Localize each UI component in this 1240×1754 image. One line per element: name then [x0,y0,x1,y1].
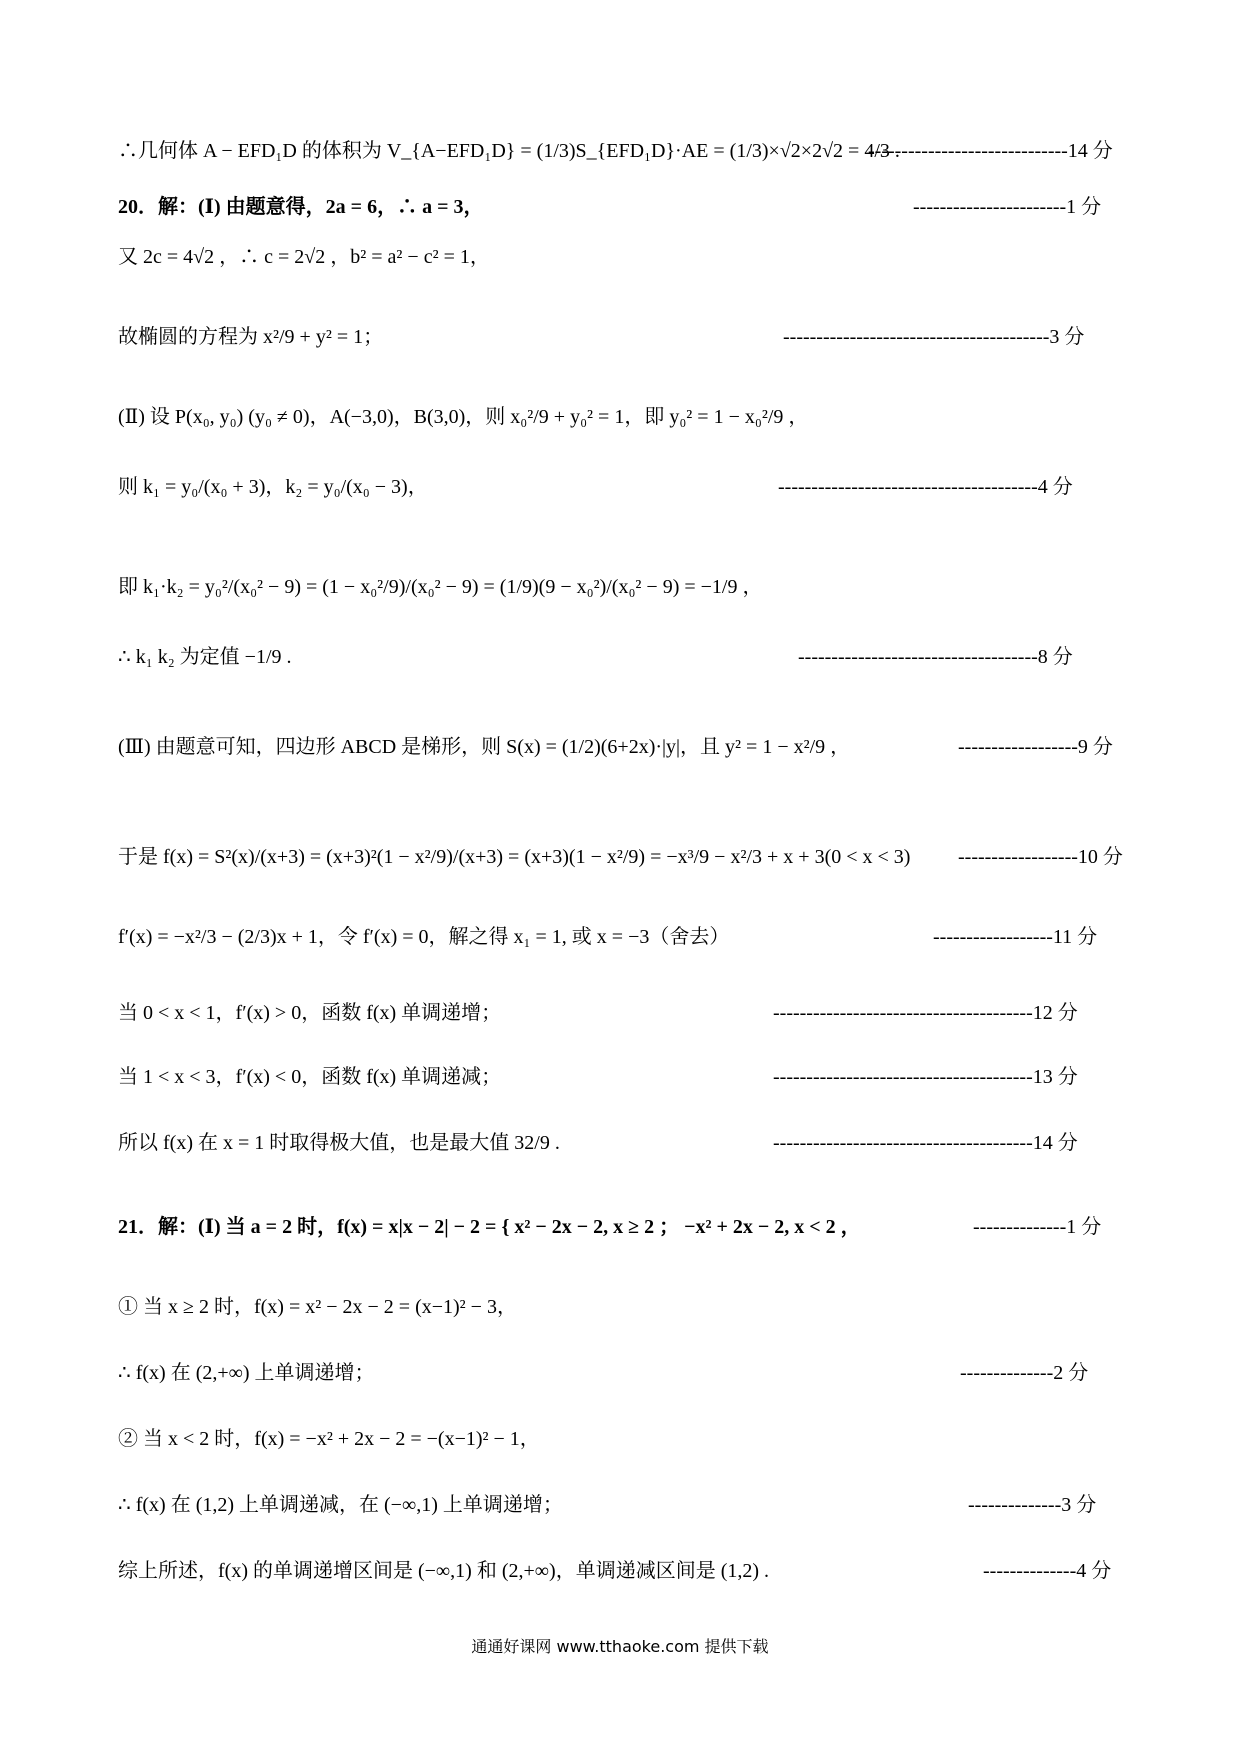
line-text: 当 1 < x < 3，f′(x) < 0，函数 f(x) 单调递减； [118,1066,502,1088]
solution-line-16 [118,1290,1122,1319]
page-footer: 通通好课网 www.tthaoke.com 提供下载 [471,1637,769,1656]
score-mark: ------------------------------------8 分 [798,646,1073,668]
line-text: 当 0 < x < 1，f′(x) > 0，函数 f(x) 单调递增； [118,1002,502,1024]
solution-line-3 [118,240,1122,269]
solution-line-6 [118,470,1122,499]
line-text: 故椭圆的方程为 x²/9 + y² = 1； [118,326,384,348]
solution-line-18 [118,1422,1122,1451]
score-mark: ---------------------------------------13 分 [773,1066,1078,1088]
solution-line-13 [118,1060,1122,1089]
solution-line-7 [118,570,1122,599]
solution-line-8 [118,640,1122,669]
solution-line-14 [118,1126,1122,1155]
score-mark: ------------------11 分 [933,926,1098,948]
solution-line-15 [118,1210,1122,1239]
solution-line-2 [118,190,1122,219]
line-text: ① 当 x ≥ 2 时，f(x) = x² − 2x − 2 = (x−1)² − 3， [118,1296,517,1318]
score-mark: ---------------------------------------14 分 [773,1132,1078,1154]
line-text: 20．解：(Ⅰ) 由题意得，2a = 6，∴ a = 3， [118,196,484,218]
score-mark: -----------------------1 分 [913,196,1102,218]
score-mark: ------------------9 分 [958,736,1113,758]
solution-line-19 [118,1488,1122,1517]
line-text: ∴几何体 A − EFD₁D 的体积为 V_{A−EFD₁D} = (1/3)S_{EFD₁D}·AE = (1/3)×√2×2√2 = 4/3 . [118,140,900,162]
line-text: 即 k₁·k₂ = y₀²/(x₀² − 9) = (1 − x₀²/9)/(x₀² − 9) = (1/9)(9 − x₀²)/(x₀² − 9) = −1/9 ， [118,576,763,598]
score-mark: --------------4 分 [983,1560,1112,1582]
line-text: 21．解：(Ⅰ) 当 a = 2 时，f(x) = x|x − 2| − 2 = { x² − 2x − 2, x ≥ 2 ； −x² + 2x − 2, x < 2 ， [118,1216,861,1238]
solution-line-5 [118,400,1122,429]
line-text: 于是 f(x) = S²(x)/(x+3) = (x+3)²(1 − x²/9)/(x+3) = (x+3)(1 − x²/9) = −x³/9 − x²/3 + x + 3(0 < x < 3) [118,846,911,868]
line-text: (Ⅱ) 设 P(x₀, y₀) (y₀ ≠ 0)，A(−3,0)，B(3,0)，则 x₀²/9 + y₀² = 1，即 y₀² = 1 − x₀²/9 ， [118,406,809,428]
score-mark: --------------1 分 [973,1216,1102,1238]
solution-line-1 [118,134,1122,163]
line-text: ∴ k₁ k₂ 为定值 −1/9 . [118,646,292,668]
line-text: 则 k₁ = y₀/(x₀ + 3)，k₂ = y₀/(x₀ − 3)， [118,476,428,498]
score-mark: --------------2 分 [960,1362,1089,1384]
line-text: 综上所述，f(x) 的单调递增区间是 (−∞,1) 和 (2,+∞)，单调递减区间是 (1,2) . [118,1560,770,1582]
solution-line-4 [118,320,1122,349]
solution-line-10 [118,840,1122,869]
score-mark: ----------------------------------------3 分 [783,326,1085,348]
line-text: ∴ f(x) 在 (2,+∞) 上单调递增； [118,1362,375,1384]
solution-line-12 [118,996,1122,1025]
line-text: (Ⅲ) 由题意可知，四边形 ABCD 是梯形，则 S(x) = (1/2)(6+2x)·|y|，且 y² = 1 − x²/9 ， [118,736,851,758]
line-text: 又 2c = 4√2 ，∴ c = 2√2 ，b² = a² − c² = 1， [118,246,490,268]
solution-line-17 [118,1356,1122,1385]
score-mark: ------------------------------14 分 [868,140,1113,162]
solution-line-11 [118,920,1122,949]
line-text: 所以 f(x) 在 x = 1 时取得极大值，也是最大值 32/9 . [118,1132,560,1154]
line-text: f′(x) = −x²/3 − (2/3)x + 1，令 f′(x) = 0，解之得 x₁ = 1, 或 x = −3（舍去） [118,926,730,948]
solution-line-20 [118,1554,1122,1583]
score-mark: ---------------------------------------4 分 [778,476,1073,498]
solution-line-9 [118,730,1122,759]
score-mark: ------------------10 分 [958,846,1123,868]
score-mark: ---------------------------------------12 分 [773,1002,1078,1024]
score-mark: --------------3 分 [968,1494,1097,1516]
line-text: ∴ f(x) 在 (1,2) 上单调递减，在 (−∞,1) 上单调递增； [118,1494,563,1516]
line-text: ② 当 x < 2 时，f(x) = −x² + 2x − 2 = −(x−1)² − 1， [118,1428,540,1450]
